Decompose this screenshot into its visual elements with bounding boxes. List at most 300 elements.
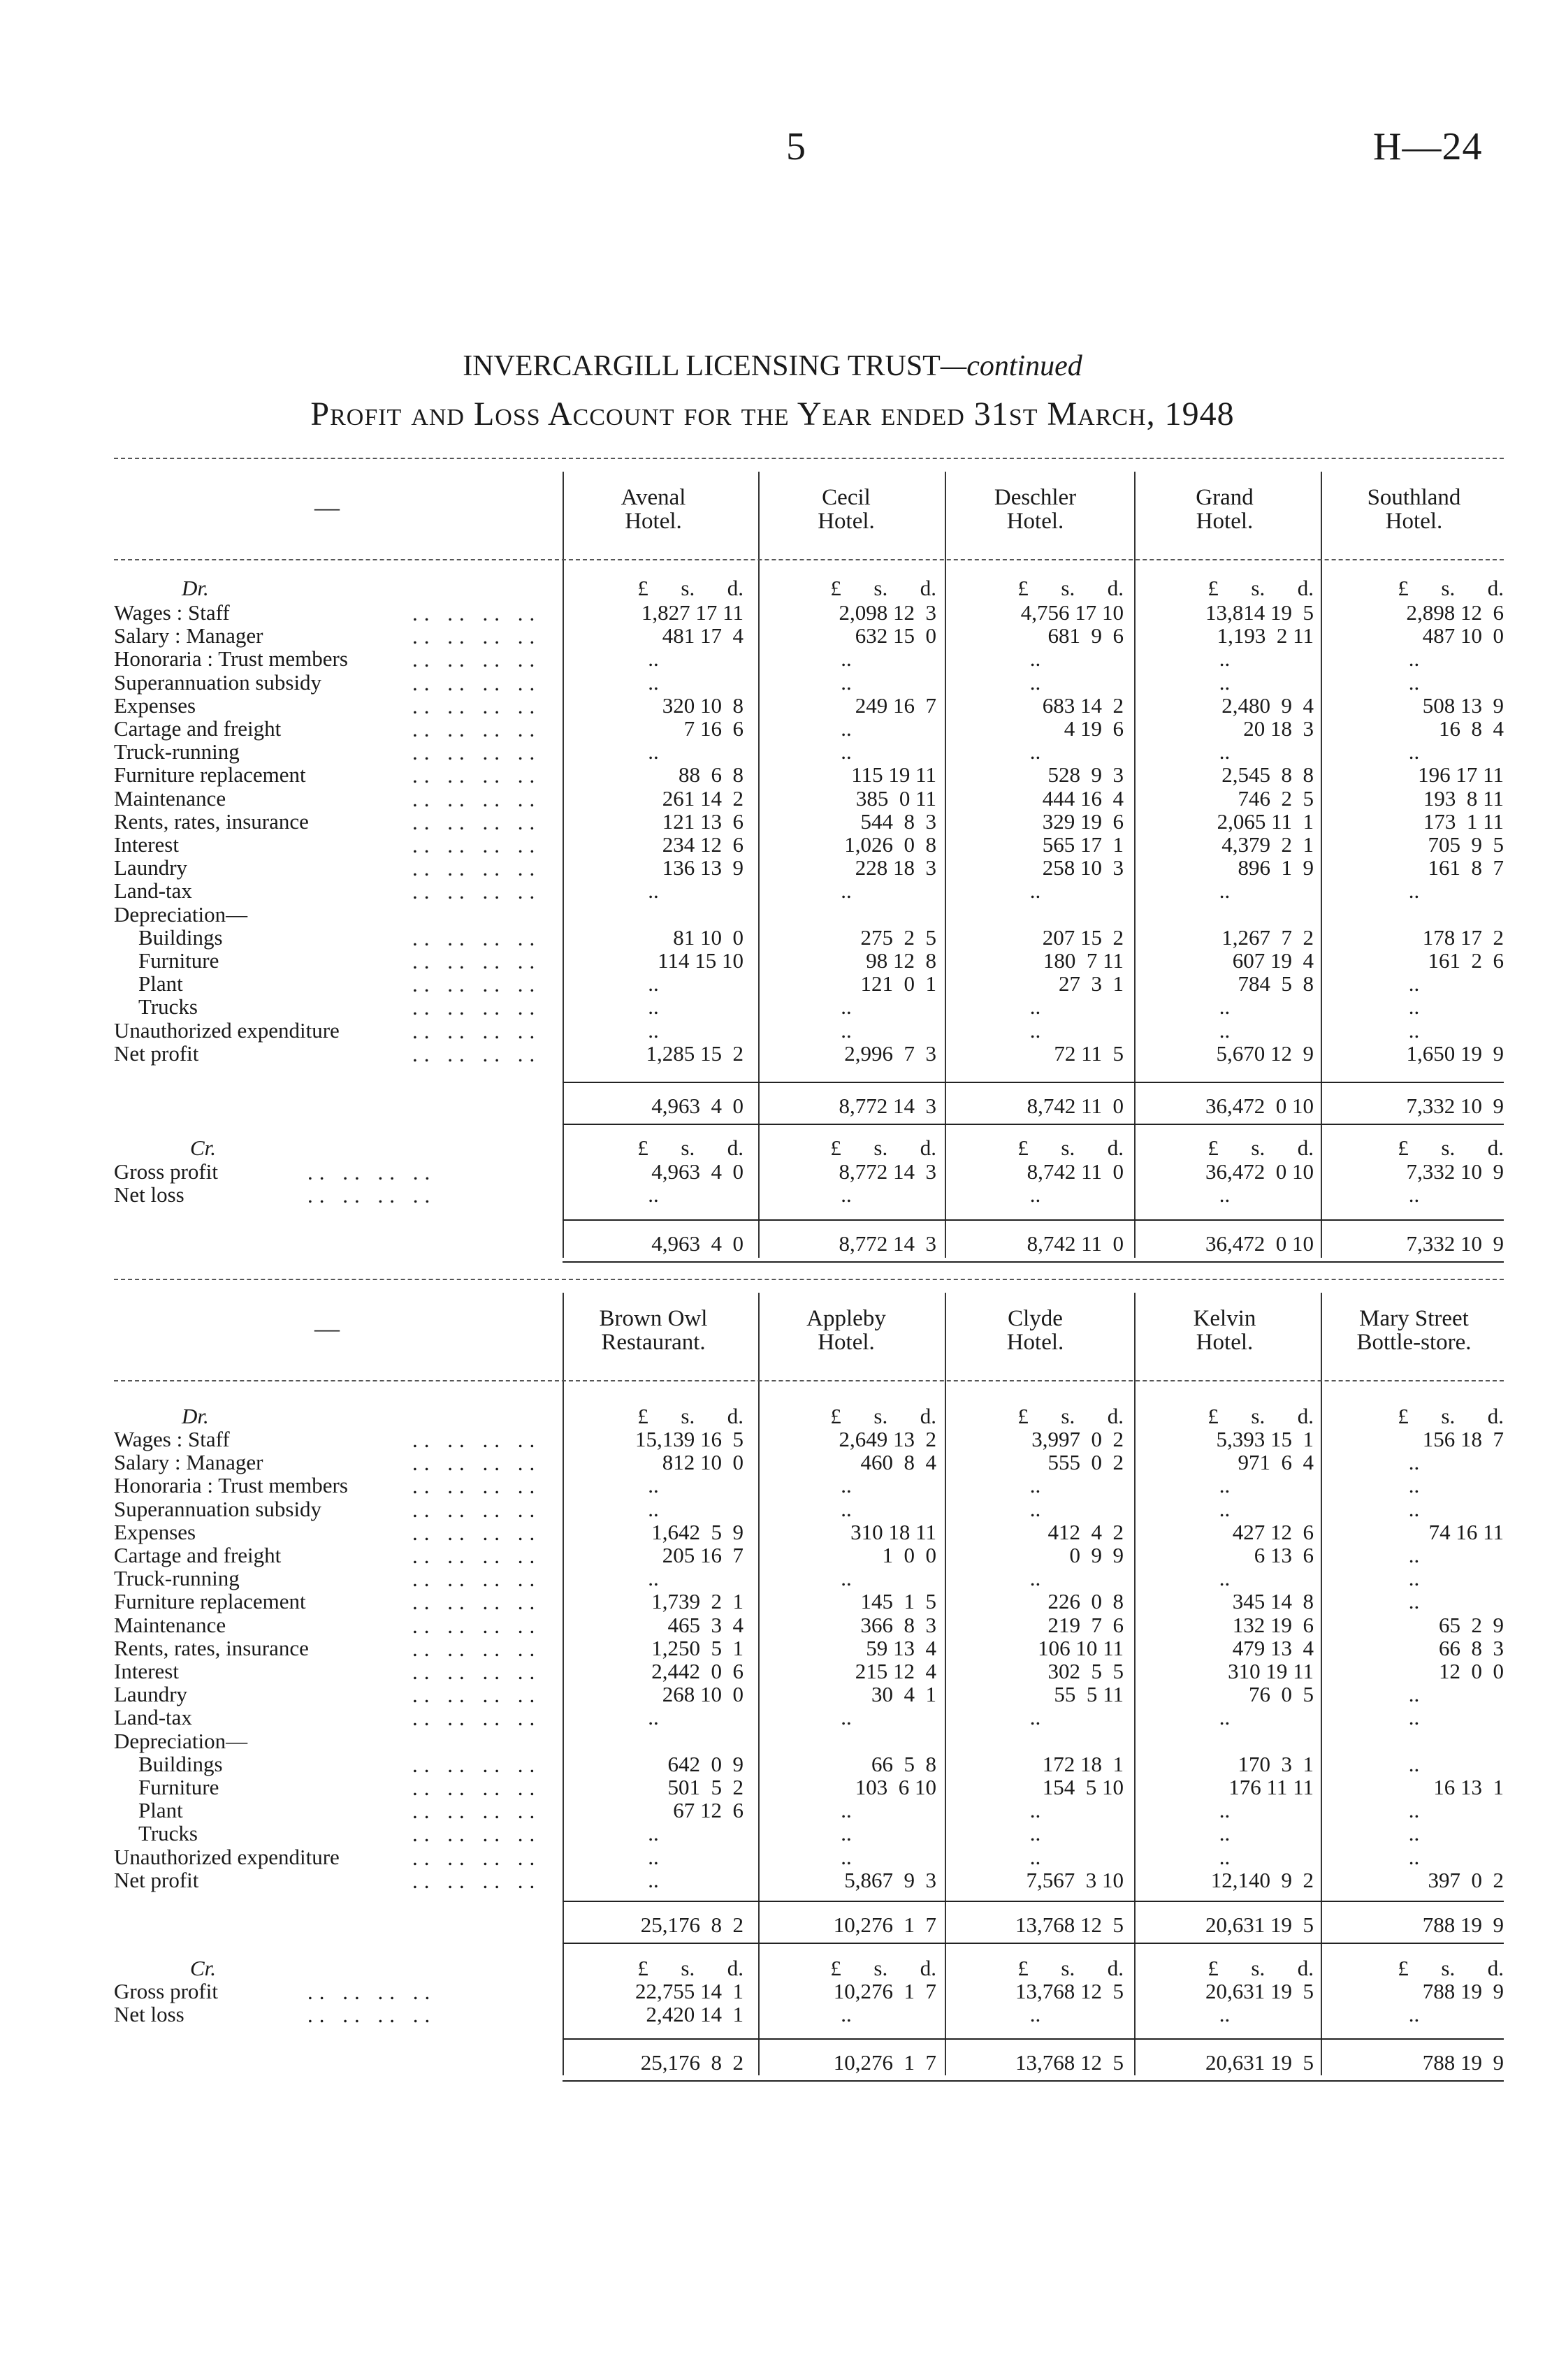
cell-maintenance: 219 7 6 xyxy=(1047,1612,1124,1637)
cell-laundry: 76 0 5 xyxy=(1249,1682,1314,1707)
cell-dep-buildings: 642 0 9 xyxy=(667,1751,744,1776)
cell-rents: 59 13 4 xyxy=(866,1635,936,1660)
cell-truck-running: .. xyxy=(841,1566,852,1591)
title-main: INVERCARGILL LICENSING TRUST xyxy=(463,350,941,382)
cell-interest: 2,442 0 6 xyxy=(651,1659,744,1683)
row-label-unauthorized: Unauthorized expenditure xyxy=(114,1844,340,1869)
cell-net-profit: .. xyxy=(648,1867,659,1892)
leader-dots: .. .. .. .. xyxy=(412,1520,542,1545)
cell-dep-plant: .. xyxy=(648,971,659,996)
cell-maintenance: 465 3 4 xyxy=(667,1612,744,1637)
cell-land-tax: .. xyxy=(1219,1705,1231,1730)
cell-net-loss: .. xyxy=(841,2002,852,2027)
row-label-truck-running: Truck-running xyxy=(114,739,240,764)
leader-dots: .. .. .. .. xyxy=(412,1018,542,1043)
leader-dots: .. .. .. .. xyxy=(307,1980,437,2004)
cell-unauthorized: .. xyxy=(1029,1844,1041,1869)
total-rule xyxy=(563,1082,1504,1083)
row-label-superannuation: Superannuation subsidy xyxy=(114,1496,322,1521)
cell-wages: 2,649 13 2 xyxy=(839,1427,936,1451)
cell-cartage: 20 18 3 xyxy=(1243,716,1314,741)
cell-laundry: 55 5 11 xyxy=(1054,1682,1124,1707)
cell-salary: 460 8 4 xyxy=(860,1450,936,1475)
cell-net-loss: .. xyxy=(648,1182,659,1207)
cell-land-tax: .. xyxy=(1408,878,1420,904)
page-number: 5 xyxy=(786,125,806,168)
cr-total-cell: 13,768 12 5 xyxy=(1015,2050,1124,2075)
cell-laundry: 161 8 7 xyxy=(1428,855,1504,880)
cell-dep-plant: 67 12 6 xyxy=(673,1798,744,1823)
dr-total-cell: 7,332 10 9 xyxy=(1406,1094,1504,1118)
cell-salary: 812 10 0 xyxy=(662,1450,744,1475)
cell-cartage: 205 16 7 xyxy=(662,1543,744,1567)
cell-dep-trucks: .. xyxy=(1029,1821,1041,1846)
row-label-dep-plant: Plant xyxy=(138,1798,183,1823)
cell-honoraria: .. xyxy=(1029,646,1041,672)
cell-unauthorized: .. xyxy=(1219,1844,1231,1869)
row-label-expenses: Expenses xyxy=(114,692,196,718)
dr-total-cell: 10,276 1 7 xyxy=(833,1913,936,1937)
leader-dots: .. .. .. .. xyxy=(412,670,542,695)
column-header-10: Mary Street Bottle-store. xyxy=(1356,1306,1472,1355)
cell-superannuation: .. xyxy=(841,669,852,695)
cell-interest: 12 0 0 xyxy=(1439,1659,1504,1683)
cell-dep-trucks: .. xyxy=(1408,1821,1420,1846)
cell-wages: 15,139 16 5 xyxy=(635,1427,744,1451)
leader-dots: .. .. .. .. xyxy=(412,1567,542,1592)
row-label-honoraria: Honoraria : Trust members xyxy=(114,1473,348,1498)
total-rule xyxy=(563,1219,1504,1221)
row-label-dep-trucks: Trucks xyxy=(138,1821,198,1846)
cell-honoraria: .. xyxy=(648,1473,659,1498)
cell-furniture-replacement: .. xyxy=(1408,1589,1420,1614)
cell-net-profit: 72 11 5 xyxy=(1054,1040,1124,1066)
row-label-rents: Rents, rates, insurance xyxy=(114,808,309,834)
leader-dots: .. .. .. .. xyxy=(412,1428,542,1452)
row-label-interest: Interest xyxy=(114,1659,179,1683)
leader-dots: .. .. .. .. xyxy=(412,995,542,1020)
cell-honoraria: .. xyxy=(841,1473,852,1498)
cr-total-cell: 7,332 10 9 xyxy=(1406,1231,1504,1256)
leader-dots: .. .. .. .. xyxy=(412,1636,542,1661)
cell-net-loss: .. xyxy=(1219,1182,1231,1207)
cell-honoraria: .. xyxy=(841,646,852,672)
cell-land-tax: .. xyxy=(648,878,659,904)
cr-total-cell: 4,963 4 0 xyxy=(651,1231,744,1256)
cell-truck-running: .. xyxy=(1219,739,1231,764)
currency-header: £ s. d. xyxy=(1398,1404,1504,1428)
row-label-maintenance: Maintenance xyxy=(114,785,226,811)
cell-net-loss: .. xyxy=(1029,2002,1041,2027)
cell-dep-plant: 784 5 8 xyxy=(1238,971,1314,996)
row-label-wages: Wages : Staff xyxy=(114,600,230,625)
cell-dep-trucks: .. xyxy=(841,1821,852,1846)
cr-total-cell: 8,772 14 3 xyxy=(839,1231,936,1256)
currency-header: £ s. d. xyxy=(1398,576,1504,600)
currency-header: £ s. d. xyxy=(1017,1135,1124,1160)
cell-furniture-replacement: 345 14 8 xyxy=(1232,1589,1314,1614)
cr-label: Cr. xyxy=(190,1956,217,1980)
cell-expenses: 683 14 2 xyxy=(1042,692,1124,718)
cell-net-profit: 5,867 9 3 xyxy=(844,1867,936,1892)
dr-label: Dr. xyxy=(182,576,209,600)
cell-maintenance: 746 2 5 xyxy=(1238,785,1314,811)
cell-honoraria: .. xyxy=(1029,1473,1041,1498)
leader-dots: .. .. .. .. xyxy=(412,624,542,649)
cell-net-loss: .. xyxy=(1408,2002,1420,2027)
cell-superannuation: .. xyxy=(1408,1496,1420,1521)
cell-dep-plant: 27 3 1 xyxy=(1059,971,1124,996)
cell-truck-running: .. xyxy=(841,739,852,764)
currency-header: £ s. d. xyxy=(830,1956,936,1980)
cell-dep-furniture: 161 2 6 xyxy=(1428,948,1504,973)
cr-total-cell: 25,176 8 2 xyxy=(640,2050,744,2075)
cell-wages: 3,997 0 2 xyxy=(1031,1427,1124,1451)
leader-dots: .. .. .. .. xyxy=(412,740,542,765)
dr-total-cell: 788 19 9 xyxy=(1422,1913,1504,1937)
cell-land-tax: .. xyxy=(1219,878,1231,904)
cell-net-loss: .. xyxy=(841,1182,852,1207)
cell-expenses: 508 13 9 xyxy=(1422,692,1504,718)
currency-header: £ s. d. xyxy=(1017,1956,1124,1980)
cell-dep-buildings: 172 18 1 xyxy=(1042,1751,1124,1776)
row-label-dep-buildings: Buildings xyxy=(138,1751,223,1776)
cell-laundry: 30 4 1 xyxy=(871,1682,936,1707)
cell-dep-furniture: 103 6 10 xyxy=(855,1775,936,1799)
cell-furniture-replacement: 145 1 5 xyxy=(860,1589,936,1614)
cell-dep-plant: .. xyxy=(1219,1798,1231,1823)
cell-dep-trucks: .. xyxy=(1219,1821,1231,1846)
currency-header: £ s. d. xyxy=(1017,1404,1124,1428)
cell-gross-profit: 788 19 9 xyxy=(1422,1979,1504,2003)
cell-dep-buildings: 81 10 0 xyxy=(673,924,744,950)
dr-total-cell: 25,176 8 2 xyxy=(640,1913,744,1937)
leader-dots: .. .. .. .. xyxy=(412,1868,542,1893)
cell-gross-profit: 36,472 0 10 xyxy=(1205,1159,1314,1184)
cell-maintenance: 65 2 9 xyxy=(1439,1612,1504,1637)
cell-gross-profit: 20,631 19 5 xyxy=(1205,1979,1314,2003)
cell-dep-buildings: 170 3 1 xyxy=(1238,1751,1314,1776)
cell-laundry: 268 10 0 xyxy=(662,1682,744,1707)
cell-unauthorized: .. xyxy=(1408,1844,1420,1869)
total-rule xyxy=(563,1124,1504,1125)
cell-salary: 555 0 2 xyxy=(1047,1450,1124,1475)
dr-total-cell: 13,768 12 5 xyxy=(1015,1913,1124,1937)
cell-net-loss: .. xyxy=(1408,1182,1420,1207)
cell-unauthorized: .. xyxy=(1029,1017,1041,1043)
dr-total-cell: 8,742 11 0 xyxy=(1027,1094,1124,1118)
leader-dots: .. .. .. .. xyxy=(412,1497,542,1522)
currency-header: £ s. d. xyxy=(830,1135,936,1160)
cell-expenses: 74 16 11 xyxy=(1428,1519,1504,1544)
cell-net-profit: 7,567 3 10 xyxy=(1026,1867,1124,1892)
total-rule xyxy=(563,1901,1504,1902)
cr-label: Cr. xyxy=(190,1135,217,1160)
cell-furniture-replacement: 1,739 2 1 xyxy=(651,1589,744,1614)
cell-dep-furniture: 607 19 4 xyxy=(1232,948,1314,973)
leader-dots: .. .. .. .. xyxy=(412,972,542,997)
total-rule xyxy=(563,2080,1504,2082)
cell-honoraria: .. xyxy=(1219,646,1231,672)
cell-cartage: .. xyxy=(1408,1543,1420,1567)
cell-cartage: 6 13 6 xyxy=(1254,1543,1314,1567)
cell-gross-profit: 8,772 14 3 xyxy=(839,1159,936,1184)
cell-dep-plant: 121 0 1 xyxy=(860,971,936,996)
cell-dep-trucks: .. xyxy=(648,994,659,1020)
cell-cartage: 16 8 4 xyxy=(1439,716,1504,741)
row-label-laundry: Laundry xyxy=(114,1682,188,1707)
dr-total-cell: 4,963 4 0 xyxy=(651,1094,744,1118)
cell-rents: 479 13 4 xyxy=(1232,1635,1314,1660)
cell-laundry: .. xyxy=(1408,1682,1420,1707)
cell-dep-furniture: 180 7 11 xyxy=(1043,948,1124,973)
cell-net-loss: .. xyxy=(1029,1182,1041,1207)
dr-total-cell: 8,772 14 3 xyxy=(839,1094,936,1118)
cell-dep-furniture: 176 11 11 xyxy=(1228,1775,1314,1799)
cell-expenses: 2,480 9 4 xyxy=(1221,692,1314,718)
leader-dots: .. .. .. .. xyxy=(412,1660,542,1684)
dr-label: Dr. xyxy=(182,1404,209,1428)
cell-laundry: 228 18 3 xyxy=(855,855,936,880)
leader-dots: .. .. .. .. xyxy=(412,1474,542,1499)
cell-dep-furniture: 16 13 1 xyxy=(1433,1775,1504,1799)
cell-salary: 481 17 4 xyxy=(662,623,744,648)
cell-superannuation: .. xyxy=(1029,669,1041,695)
cell-wages: 1,827 17 11 xyxy=(641,600,744,625)
row-label-salary: Salary : Manager xyxy=(114,1450,263,1475)
cell-gross-profit: 7,332 10 9 xyxy=(1406,1159,1504,1184)
cell-maintenance: 261 14 2 xyxy=(662,785,744,811)
row-label-superannuation: Superannuation subsidy xyxy=(114,669,322,695)
cell-dep-trucks: .. xyxy=(841,994,852,1020)
cell-laundry: 258 10 3 xyxy=(1042,855,1124,880)
cell-net-profit: 397 0 2 xyxy=(1428,1867,1504,1892)
currency-header: £ s. d. xyxy=(1207,1956,1314,1980)
row-label-expenses: Expenses xyxy=(114,1519,196,1544)
cell-land-tax: .. xyxy=(841,878,852,904)
leader-dots: .. .. .. .. xyxy=(307,1183,437,1208)
cell-expenses: 427 12 6 xyxy=(1232,1519,1314,1544)
currency-header: £ s. d. xyxy=(637,1135,744,1160)
cell-gross-profit: 22,755 14 1 xyxy=(635,1979,744,2003)
row-label-wages: Wages : Staff xyxy=(114,1427,230,1451)
cell-truck-running: .. xyxy=(1408,739,1420,764)
cell-net-profit: 12,140 9 2 xyxy=(1210,1867,1314,1892)
cell-rents: 1,250 5 1 xyxy=(651,1635,744,1660)
cell-net-profit: 1,650 19 9 xyxy=(1406,1040,1504,1066)
leader-dots: .. .. .. .. xyxy=(412,1544,542,1568)
row-label-land-tax: Land-tax xyxy=(114,878,192,904)
cell-dep-trucks: .. xyxy=(1408,994,1420,1020)
cell-dep-trucks: .. xyxy=(1029,994,1041,1020)
cell-interest: 565 17 1 xyxy=(1042,832,1124,857)
currency-header: £ s. d. xyxy=(637,576,744,600)
cell-wages: 13,814 19 5 xyxy=(1205,600,1314,625)
cell-maintenance: 444 16 4 xyxy=(1042,785,1124,811)
leader-dots: .. .. .. .. xyxy=(412,1845,542,1870)
leader-dots: .. .. .. .. xyxy=(412,763,542,788)
cell-unauthorized: .. xyxy=(1219,1017,1231,1043)
cell-dep-furniture: 501 5 2 xyxy=(667,1775,744,1799)
cell-truck-running: .. xyxy=(1029,1566,1041,1591)
row-label-interest: Interest xyxy=(114,832,179,857)
cell-furniture-replacement: 226 0 8 xyxy=(1047,1589,1124,1614)
total-rule xyxy=(563,1943,1504,1944)
header-dash-mark: — xyxy=(314,1314,340,1342)
cell-wages: 156 18 7 xyxy=(1422,1427,1504,1451)
cell-rents: 66 8 3 xyxy=(1439,1635,1504,1660)
leader-dots: .. .. .. .. xyxy=(412,1752,542,1777)
row-label-net-loss: Net loss xyxy=(114,1182,184,1207)
cell-unauthorized: .. xyxy=(648,1017,659,1043)
cell-unauthorized: .. xyxy=(841,1844,852,1869)
cr-total-cell: 10,276 1 7 xyxy=(833,2050,936,2075)
column-header-9: Kelvin Hotel. xyxy=(1193,1306,1256,1355)
cell-rents: 106 10 11 xyxy=(1038,1635,1124,1660)
cell-land-tax: .. xyxy=(841,1705,852,1730)
currency-header: £ s. d. xyxy=(1398,1135,1504,1160)
currency-header: £ s. d. xyxy=(637,1404,744,1428)
row-label-depreciation: Depreciation— xyxy=(114,901,248,927)
section-top-rule xyxy=(114,1279,1504,1280)
cell-interest: 1,026 0 8 xyxy=(844,832,936,857)
row-label-net-loss: Net loss xyxy=(114,2002,184,2027)
cell-rents: 329 19 6 xyxy=(1042,808,1124,834)
cell-cartage: 0 9 9 xyxy=(1069,1543,1124,1567)
dr-total-cell: 20,631 19 5 xyxy=(1205,1913,1314,1937)
cell-land-tax: .. xyxy=(1029,1705,1041,1730)
leader-dots: .. .. .. .. xyxy=(412,693,542,718)
cell-dep-plant: .. xyxy=(1029,1798,1041,1823)
leader-dots: .. .. .. .. xyxy=(412,1451,542,1476)
cell-maintenance: 132 19 6 xyxy=(1232,1612,1314,1637)
cell-furniture-replacement: 88 6 8 xyxy=(679,762,744,788)
cell-dep-buildings: 207 15 2 xyxy=(1042,924,1124,950)
cell-expenses: 412 4 2 xyxy=(1047,1519,1124,1544)
leader-dots: .. .. .. .. xyxy=(412,717,542,741)
cell-cartage: .. xyxy=(841,716,852,741)
cell-gross-profit: 13,768 12 5 xyxy=(1015,1979,1124,2003)
cell-expenses: 1,642 5 9 xyxy=(651,1519,744,1544)
cell-superannuation: .. xyxy=(1219,669,1231,695)
cell-furniture-replacement: 196 17 11 xyxy=(1418,762,1504,788)
cell-dep-buildings: 1,267 7 2 xyxy=(1221,924,1314,950)
cr-total-cell: 20,631 19 5 xyxy=(1205,2050,1314,2075)
currency-header: £ s. d. xyxy=(1017,576,1124,600)
cell-truck-running: .. xyxy=(1408,1566,1420,1591)
row-label-unauthorized: Unauthorized expenditure xyxy=(114,1017,340,1043)
leader-dots: .. .. .. .. xyxy=(412,1706,542,1731)
cell-interest: 234 12 6 xyxy=(662,832,744,857)
total-rule xyxy=(563,2038,1504,2040)
currency-header: £ s. d. xyxy=(1398,1956,1504,1980)
cell-furniture-replacement: 528 9 3 xyxy=(1047,762,1124,788)
cell-superannuation: .. xyxy=(1408,669,1420,695)
column-header-5: Southland Hotel. xyxy=(1367,485,1461,534)
row-label-dep-plant: Plant xyxy=(138,971,183,996)
cell-expenses: 310 18 11 xyxy=(850,1519,936,1544)
currency-header: £ s. d. xyxy=(1207,1404,1314,1428)
cell-cartage: 1 0 0 xyxy=(882,1543,936,1567)
leader-dots: .. .. .. .. xyxy=(412,1776,542,1800)
leader-dots: .. .. .. .. xyxy=(307,1160,437,1184)
cr-total-cell: 8,742 11 0 xyxy=(1027,1231,1124,1256)
cell-dep-buildings: .. xyxy=(1408,1751,1420,1776)
row-label-truck-running: Truck-running xyxy=(114,1566,240,1591)
row-label-dep-buildings: Buildings xyxy=(138,924,223,950)
leader-dots: .. .. .. .. xyxy=(412,925,542,950)
row-label-net-profit: Net profit xyxy=(114,1040,199,1066)
row-label-salary: Salary : Manager xyxy=(114,623,263,648)
row-label-cartage: Cartage and freight xyxy=(114,716,282,741)
row-label-honoraria: Honoraria : Trust members xyxy=(114,646,348,672)
cell-laundry: 136 13 9 xyxy=(662,855,744,880)
cell-dep-buildings: 178 17 2 xyxy=(1422,924,1504,950)
cell-net-profit: 2,996 7 3 xyxy=(844,1040,936,1066)
cell-rents: 173 1 11 xyxy=(1423,808,1504,834)
column-divider xyxy=(1321,472,1322,1258)
cell-expenses: 320 10 8 xyxy=(662,692,744,718)
row-label-land-tax: Land-tax xyxy=(114,1705,192,1730)
leader-dots: .. .. .. .. xyxy=(307,2003,437,2028)
cell-land-tax: .. xyxy=(648,1705,659,1730)
cell-net-profit: 1,285 15 2 xyxy=(646,1040,744,1066)
document-subtitle: Profit and Loss Account for the Year ended 31st March, 1948 xyxy=(310,396,1235,433)
cell-honoraria: .. xyxy=(648,646,659,672)
column-divider xyxy=(945,472,946,1258)
cell-salary: 632 15 0 xyxy=(855,623,936,648)
cell-dep-furniture: 98 12 8 xyxy=(866,948,936,973)
cell-furniture-replacement: 115 19 11 xyxy=(851,762,936,788)
cell-superannuation: .. xyxy=(1029,1496,1041,1521)
cell-interest: 4,379 2 1 xyxy=(1221,832,1314,857)
cell-maintenance: 385 0 11 xyxy=(855,785,936,811)
cell-interest: 310 19 11 xyxy=(1228,1659,1314,1683)
currency-header: £ s. d. xyxy=(637,1956,744,1980)
currency-header: £ s. d. xyxy=(1207,576,1314,600)
cell-unauthorized: .. xyxy=(648,1844,659,1869)
leader-dots: .. .. .. .. xyxy=(412,879,542,904)
cr-total-cell: 788 19 9 xyxy=(1422,2050,1504,2075)
header-rule xyxy=(114,1380,1504,1381)
cell-rents: 544 8 3 xyxy=(860,808,936,834)
cell-laundry: 896 1 9 xyxy=(1238,855,1314,880)
total-rule xyxy=(563,1261,1504,1263)
column-header-4: Grand Hotel. xyxy=(1196,485,1254,534)
leader-dots: .. .. .. .. xyxy=(412,1799,542,1824)
cell-cartage: 4 19 6 xyxy=(1064,716,1124,741)
row-label-dep-furniture: Furniture xyxy=(138,948,219,973)
cell-wages: 2,898 12 6 xyxy=(1406,600,1504,625)
row-label-furniture-replacement: Furniture replacement xyxy=(114,762,306,788)
column-header-1: Avenal Hotel. xyxy=(621,485,686,534)
cell-land-tax: .. xyxy=(1029,878,1041,904)
row-label-furniture-replacement: Furniture replacement xyxy=(114,1589,306,1614)
leader-dots: .. .. .. .. xyxy=(412,1822,542,1847)
row-label-cartage: Cartage and freight xyxy=(114,1543,282,1567)
column-divider xyxy=(1321,1293,1322,2075)
leader-dots: .. .. .. .. xyxy=(412,601,542,625)
cell-rents: 2,065 11 1 xyxy=(1217,808,1314,834)
leader-dots: .. .. .. .. xyxy=(412,809,542,834)
cell-gross-profit: 4,963 4 0 xyxy=(651,1159,744,1184)
cell-dep-buildings: 66 5 8 xyxy=(871,1751,936,1776)
cell-truck-running: .. xyxy=(648,739,659,764)
row-label-dep-furniture: Furniture xyxy=(138,1775,219,1799)
cell-furniture-replacement: 2,545 8 8 xyxy=(1221,762,1314,788)
leader-dots: .. .. .. .. xyxy=(412,1041,542,1066)
cell-unauthorized: .. xyxy=(841,1017,852,1043)
